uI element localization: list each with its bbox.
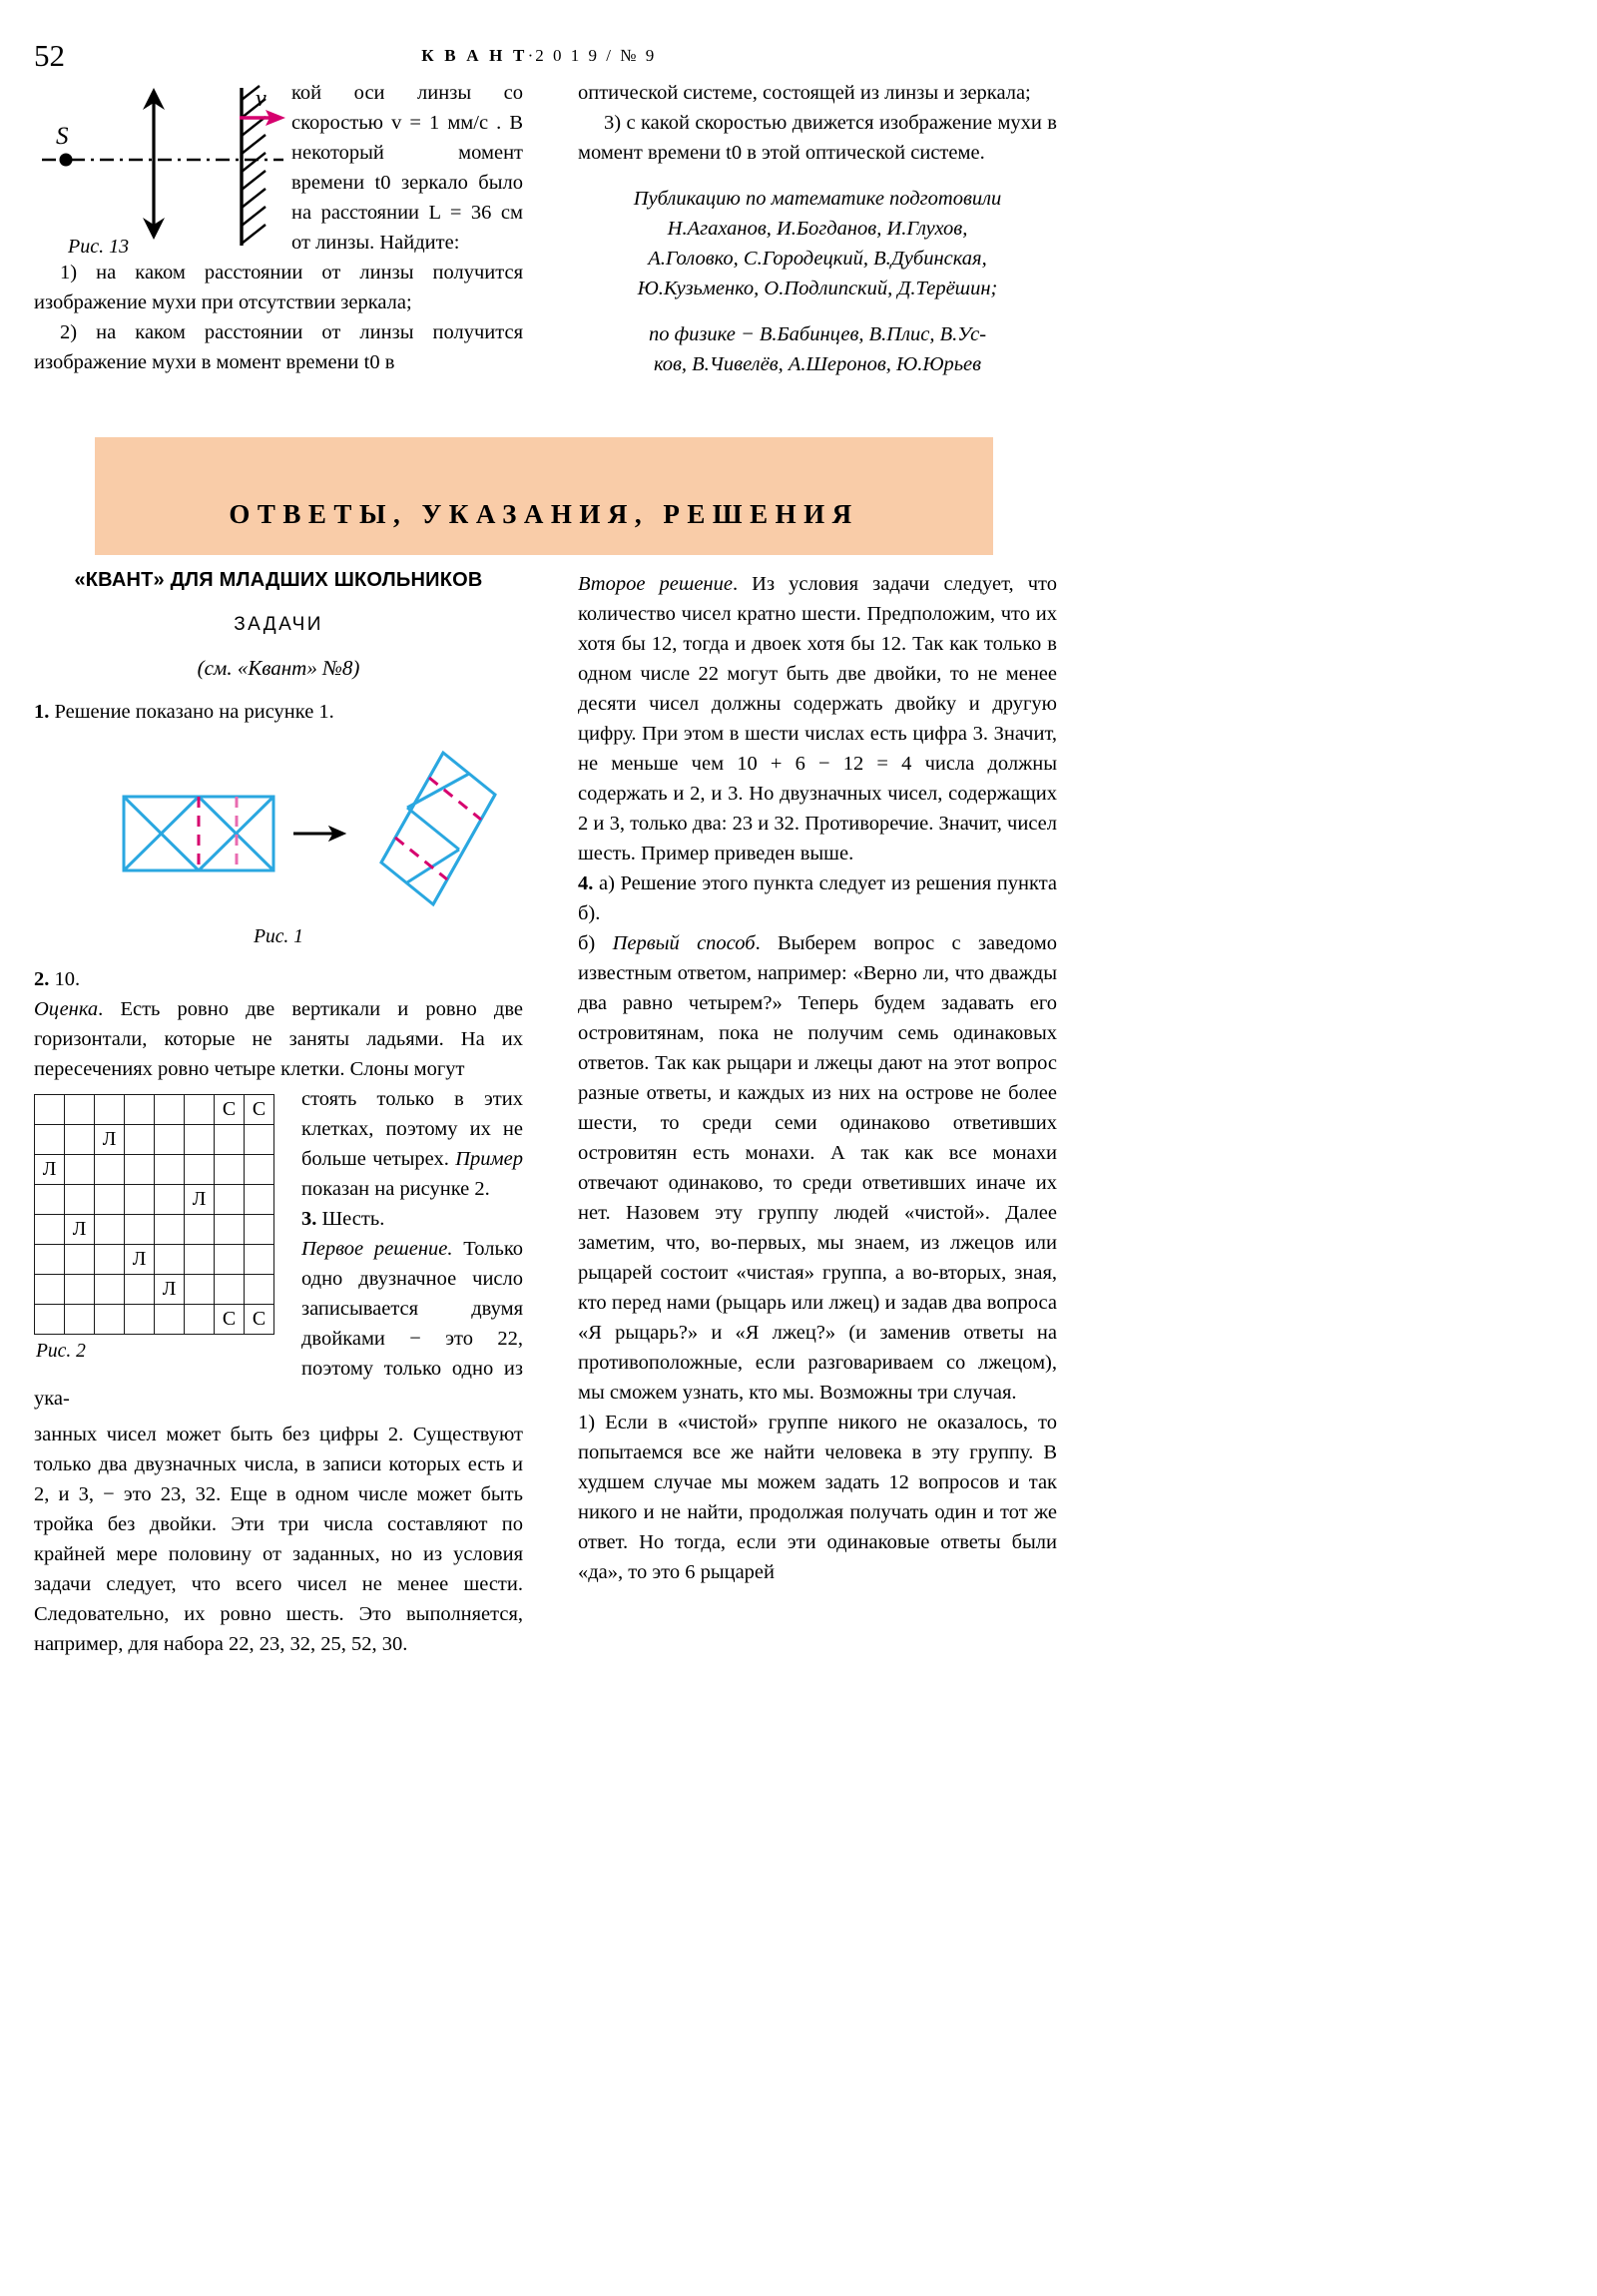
board-cell-empty: [65, 1095, 95, 1125]
top-left-column: [34, 78, 523, 377]
board-row: [35, 1305, 274, 1335]
board-cell-empty: [245, 1125, 274, 1155]
board-row: [35, 1215, 274, 1245]
board-cell-empty: [65, 1155, 95, 1185]
board-cell-empty: [125, 1125, 155, 1155]
top-right-continued: оптической системе, состоящей из линзы и зеркала;: [578, 82, 1031, 104]
journal-title-line: [0, 46, 1078, 66]
board-cell-empty: [95, 1095, 125, 1125]
figure-2: [34, 1094, 285, 1363]
board-cell-empty: [65, 1185, 95, 1215]
answers-banner-title: ОТВЕТЫ, УКАЗАНИЯ, РЕШЕНИЯ: [229, 499, 859, 529]
answer-3-number: 3.: [301, 1208, 317, 1230]
answer-4b-lead: б): [578, 932, 613, 954]
board-cell-empty: [245, 1155, 274, 1185]
answer-3-first-solution-body: Только одно двузначное число записывается двумя двойками − это 22, поэтому только одно из ука-: [34, 1238, 523, 1410]
board-cell-empty: [35, 1185, 65, 1215]
figure-1-arrow: [293, 827, 345, 841]
board-cell-empty: [65, 1245, 95, 1275]
answer-2-evaluation: [34, 994, 523, 1084]
board-cell-empty: [95, 1215, 125, 1245]
board-cell-empty: [245, 1275, 274, 1305]
board-cell-empty: [95, 1155, 125, 1185]
board-cell-empty: [155, 1245, 185, 1275]
answer-2-wrap-ital: Пример: [455, 1148, 523, 1170]
answer-2-wrap-1: стоять только в этих клетках, поэтому их не больше четырех.: [301, 1088, 523, 1170]
top-right-column: [578, 78, 1057, 379]
answer-4b-case-1: 1) Если в «чистой» группе никого не оказалось, то попытаемся все же найти человека в эту группу. В худшем случае мы можем задать 12 вопросов и так никого и не найти, продолжая получать один и тот же ответ. Но тогда, если эти одинаковые ответы были «да», то это 6 рыцарей: [578, 1412, 1057, 1583]
answer-4-number: 4.: [578, 872, 594, 894]
board-cell-empty: [245, 1185, 274, 1215]
answer-item-1: [34, 697, 523, 727]
answer-2-evaluation-lead: Оценка: [34, 998, 99, 1020]
board-cell-empty: [185, 1125, 215, 1155]
answer-4b-ital: Первый способ: [612, 932, 756, 954]
board-cell-empty: [35, 1215, 65, 1245]
answers-right-column: [578, 569, 1057, 1587]
board-cell-piece: С: [245, 1305, 274, 1335]
answer-4b-first-method: [578, 928, 1057, 1408]
board-cell-empty: [95, 1185, 125, 1215]
chess-board: [34, 1094, 274, 1335]
credit-physics-line-1: ков, В.Чивелёв, А.Шеронов, Ю.Юрьев: [653, 353, 982, 375]
board-cell-empty: [95, 1275, 125, 1305]
board-cell-empty: [215, 1275, 245, 1305]
board-cell-empty: [155, 1095, 185, 1125]
board-cell-piece: Л: [65, 1215, 95, 1245]
answer-2-wrap-3: показан на рисунке 2.: [301, 1178, 490, 1200]
figure-1-drawing: [34, 735, 523, 914]
board-cell-empty: [215, 1245, 245, 1275]
answer-second-solution: [578, 569, 1057, 868]
board-cell-piece: С: [245, 1095, 274, 1125]
board-row: [35, 1125, 274, 1155]
top-article-zone: [34, 78, 1057, 417]
board-cell-empty: [215, 1185, 245, 1215]
answer-item-2: [34, 964, 523, 994]
board-cell-piece: С: [215, 1305, 245, 1335]
board-row: [35, 1185, 274, 1215]
board-cell-empty: [125, 1215, 155, 1245]
board-cell-piece: Л: [185, 1185, 215, 1215]
running-head: [0, 22, 1078, 73]
answers-left-column: [34, 569, 523, 1659]
figure-1-right-shape: [381, 753, 495, 904]
board-cell-empty: [35, 1245, 65, 1275]
answers-banner: [95, 437, 993, 555]
page-number: 52: [34, 38, 65, 73]
board-cell-empty: [185, 1215, 215, 1245]
board-cell-empty: [155, 1215, 185, 1245]
board-cell-empty: [185, 1245, 215, 1275]
answer-item-4: [578, 868, 1057, 928]
board-cell-empty: [215, 1155, 245, 1185]
figure-13-drawing: [34, 78, 291, 256]
answers-see-reference: (см. «Квант» №8): [197, 656, 360, 680]
answer-3-tail: занных чисел может быть без цифры 2. Существуют только два двузначных числа, в записи которых есть и 2, и 3, − это 23, 32. Еще в одном числе может быть тройка без двойки. Эти три числа составляют по крайней мере половину от заданных, но из условия задачи следует, что всего чисел не менее шести. Следовательно, их ровно шесть. Это выполняется, например, для набора 22, 23, 32, 25, 52, 30.: [34, 1424, 523, 1655]
answers-section-title: «КВАНТ» ДЛЯ МЛАДШИХ ШКОЛЬНИКОВ: [74, 569, 483, 591]
top-left-item-1: 1) на каком расстоянии от линзы получится изображение мухи при отсутствии зеркала;: [34, 262, 523, 313]
board-cell-empty: [35, 1275, 65, 1305]
top-right-item-3: 3) с какой скоростью движется изображение мухи в момент времени t0 в этой оптической системе.: [578, 112, 1057, 164]
figure-13-caption: Рис. 13: [68, 236, 130, 256]
credit-math-line-0: Н.Агаханов, И.Богданов, И.Глухов,: [667, 218, 968, 240]
journal-issue: 2 0 1 9 / № 9: [535, 46, 657, 65]
board-row: [35, 1275, 274, 1305]
answer-second-solution-lead: Второе решение: [578, 573, 733, 595]
credit-intro: Публикацию по математике подготовили: [633, 188, 1002, 210]
board-cell-empty: [125, 1155, 155, 1185]
board-cell-empty: [125, 1095, 155, 1125]
board-row: [35, 1245, 274, 1275]
board-row: [35, 1095, 274, 1125]
board-cell-empty: [95, 1245, 125, 1275]
board-cell-empty: [185, 1275, 215, 1305]
board-cell-empty: [35, 1125, 65, 1155]
figure-13: [34, 78, 291, 256]
board-cell-empty: [155, 1155, 185, 1185]
board-row: [35, 1155, 274, 1185]
credit-physics-line-0: по физике − В.Бабинцев, В.Плис, В.Ус-: [648, 323, 987, 345]
answer-1-text: Решение показано на рисунке 1.: [49, 701, 334, 723]
board-cell-empty: [185, 1155, 215, 1185]
board-cell-piece: Л: [95, 1125, 125, 1155]
board-cell-empty: [215, 1125, 245, 1155]
answer-2-text: 10.: [49, 968, 81, 990]
figure-1-caption: Рис. 1: [254, 926, 303, 947]
journal-name: К В А Н Т: [421, 46, 528, 65]
top-left-item-2: 2) на каком расстоянии от линзы получится изображение мухи в момент времени t0 в: [34, 321, 523, 373]
answer-second-solution-body: . Из условия задачи следует, что количество чисел кратно шести. Предположим, что их хотя бы 12, тогда и двоек хотя бы 12. Так как только в одном числе 22 могут быть две двойки, то не менее десяти чисел должны содержать двойку и другую цифру. При этом в шести числах есть цифра 3. Значит, не меньше чем 10 + 6 − 12 = 4 числа должны содержать и 2, и 3. Но двузначных чисел, содержащих 2 и 3, только два: 23 и 32. Противоречие. Значит, чисел шесть. Пример приведен выше.: [578, 573, 1057, 864]
header-separator: ·: [527, 46, 536, 65]
board-cell-empty: [245, 1215, 274, 1245]
board-cell-empty: [125, 1185, 155, 1215]
board-cell-empty: [155, 1125, 185, 1155]
answers-subsection: ЗАДАЧИ: [234, 614, 323, 635]
velocity-label: v: [256, 86, 266, 112]
board-cell-piece: С: [215, 1095, 245, 1125]
board-cell-empty: [155, 1305, 185, 1335]
board-cell-empty: [125, 1275, 155, 1305]
board-cell-empty: [185, 1305, 215, 1335]
board-cell-empty: [65, 1305, 95, 1335]
answer-3-first-solution-lead: Первое решение.: [301, 1238, 453, 1260]
answer-4b-body: . Выберем вопрос с заведомо известным ответом, например: «Верно ли, что дважды два равно четырем?» Теперь будем задавать его островитянам, пока не получим семь одинаковых ответов. Так как рыцари и лжецы дают на этот вопрос разные ответы, и каждых из них на острове не более шести, то среди семи одинаково ответивших островитян есть монахи. А так как все монахи отвечают одинаково, то среди ответивших иначе их нет. Назовем эту группу людей «чистой». Далее заметим, что, во-первых, мы знаем, из лжецов или рыцарей состоит «чистая» группа, а во-вторых, зная, кто перед нами (рыцарь или лжец) и задав два вопроса «Я рыцарь?» и «Я лжец?» (и заменив ответы на противоположные, если разговариваем со лжецом), мы сможем узнать, кто мы. Возможны три случая.: [578, 932, 1058, 1404]
board-cell-piece: Л: [35, 1155, 65, 1185]
answer-4-text: а) Решение этого пункта следует из решения пункта б).: [578, 872, 1057, 924]
journal-page: [0, 0, 1078, 1655]
answer-1-number: 1.: [34, 701, 50, 723]
board-cell-piece: Л: [125, 1245, 155, 1275]
board-cell-empty: [35, 1095, 65, 1125]
board-cell-empty: [185, 1095, 215, 1125]
figure-1: [34, 735, 523, 924]
board-cell-empty: [125, 1305, 155, 1335]
board-cell-empty: [65, 1125, 95, 1155]
board-cell-empty: [95, 1305, 125, 1335]
credit-math-line-2: Ю.Кузьменко, О.Подлипский, Д.Терёшин;: [637, 278, 998, 299]
answer-2-number: 2.: [34, 968, 50, 990]
figure-2-caption: Рис. 2: [36, 1341, 86, 1362]
top-left-text: кой оси линзы со скоростью v = 1 мм/с . В некоторый момент времени t0 зеркало было на расстоянии L = 36 см от линзы. Найдите:: [291, 82, 523, 254]
answer-2-evaluation-body: . Есть ровно две вертикали и ровно две горизонтали, которые не заняты ладьями. На их пересечениях ровно четыре клетки. Слоны могут: [34, 998, 523, 1080]
credit-math-line-1: А.Головко, С.Городецкий, В.Дубинская,: [648, 248, 987, 270]
board-cell-empty: [215, 1215, 245, 1245]
source-point: [60, 154, 73, 167]
board-cell-empty: [65, 1275, 95, 1305]
board-cell-empty: [245, 1245, 274, 1275]
board-cell-piece: Л: [155, 1275, 185, 1305]
board-cell-empty: [155, 1185, 185, 1215]
source-label: S: [56, 123, 69, 150]
answer-3-text: Шесть.: [316, 1208, 385, 1230]
board-cell-empty: [35, 1305, 65, 1335]
